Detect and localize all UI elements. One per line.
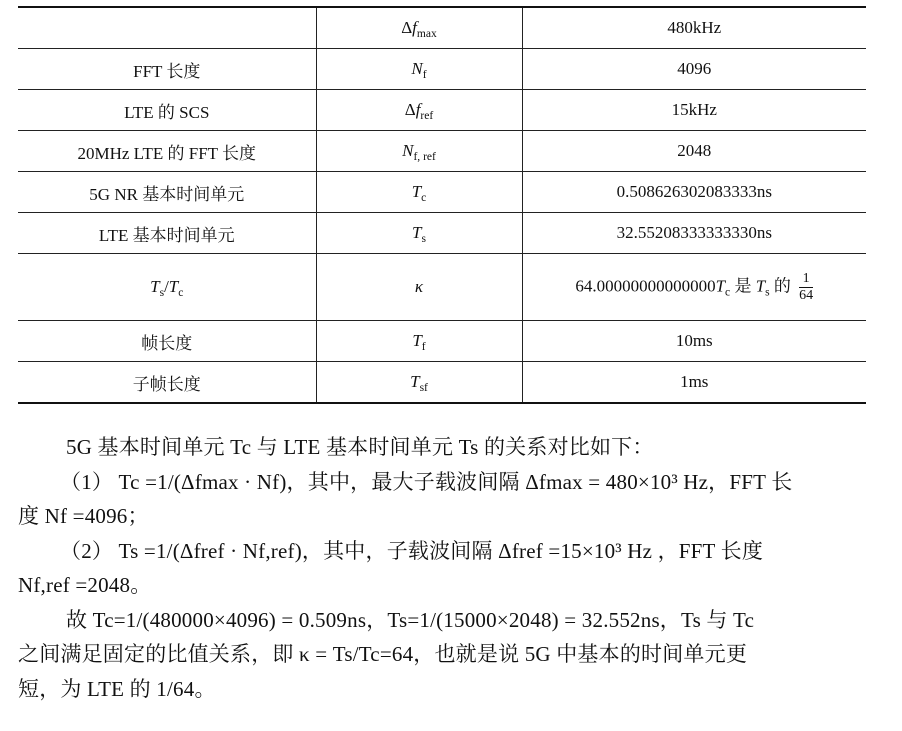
item-1-line-2: 度 Nf =4096；: [18, 504, 149, 528]
conclusion-line-2: 之间满足固定的比值关系，即 κ = Ts/Tc=64，也就是说 5G 中基本的时间单元更: [18, 642, 748, 666]
parameter-table-container: [18, 6, 866, 404]
param-name-cell: LTE 基本时间单元: [18, 213, 316, 254]
param-symbol-cell: $T_s$: [316, 213, 522, 254]
explanation-text: [18, 430, 868, 706]
table-row: [18, 49, 866, 90]
table-row: [18, 172, 866, 213]
table-row: [18, 90, 866, 131]
param-symbol-cell: $\Delta f_{ref}$: [316, 90, 522, 131]
conclusion-line-1: 故 Tc=1/(480000×4096) = 0.509ns，Ts=1/(15000×2048) = 32.552ns，Ts 与 Tc: [66, 607, 755, 632]
param-name-cell: FFT 长度: [18, 49, 316, 90]
param-symbol-cell: $T_f$: [316, 321, 522, 362]
parameter-table: [18, 6, 866, 404]
fraction: $\frac{1}{64}$: [799, 270, 814, 303]
param-value-cell: 2048: [522, 131, 866, 172]
table-row: [18, 213, 866, 254]
item-2-line-2: Nf,ref =2048。: [18, 573, 152, 597]
table-row: [18, 254, 866, 321]
param-value-cell: 32.55208333333330ns: [522, 213, 866, 254]
param-symbol-cell: $T_c$: [316, 172, 522, 213]
param-value-cell: 1ms: [522, 362, 866, 404]
param-symbol-cell: $T_{sf}$: [316, 362, 522, 404]
item-2-line-1: （2） Ts =1/(Δfref · Nf,ref)，其中，子载波间隔 Δfref =15×10³ Hz ，FFT 长度: [60, 538, 764, 563]
param-name-cell: [18, 7, 316, 49]
param-symbol-cell: $N_{f, ref}$: [316, 131, 522, 172]
param-value-cell: 480kHz: [522, 7, 866, 49]
table-row: [18, 362, 866, 404]
param-name-cell: $T_s/T_c$: [18, 254, 316, 321]
param-symbol-cell: $\Delta f_{max}$: [316, 7, 522, 49]
param-name-cell: 帧长度: [18, 321, 316, 362]
param-name-cell: 5G NR 基本时间单元: [18, 172, 316, 213]
table-row: [18, 131, 866, 172]
param-symbol-cell: $N_f$: [316, 49, 522, 90]
param-value-cell: 4096: [522, 49, 866, 90]
table-row: [18, 321, 866, 362]
param-value-cell: 10ms: [522, 321, 866, 362]
param-name-cell: 20MHz LTE 的 FFT 长度: [18, 131, 316, 172]
param-value-cell: 0.508626302083333ns: [522, 172, 866, 213]
conclusion-line-3: 短，为 LTE 的 1/64。: [18, 676, 216, 701]
param-name-cell: 子帧长度: [18, 362, 316, 404]
param-value-cell: 15kHz: [522, 90, 866, 131]
param-value-cell: $64.00000000000000T_c$ 是 $T_s$ 的 $\frac{1}{64}$: [522, 254, 866, 321]
item-1-line-1: （1） Tc =1/(Δfmax · Nf)，其中，最大子载波间隔 Δfmax = 480×10³ Hz，FFT 长: [60, 469, 793, 494]
intro-paragraph: 5G 基本时间单元 Tc 与 LTE 基本时间单元 Ts 的关系对比如下：: [66, 435, 654, 459]
param-name-cell: LTE 的 SCS: [18, 90, 316, 131]
param-symbol-cell: κ: [316, 254, 522, 321]
table-row: [18, 7, 866, 49]
